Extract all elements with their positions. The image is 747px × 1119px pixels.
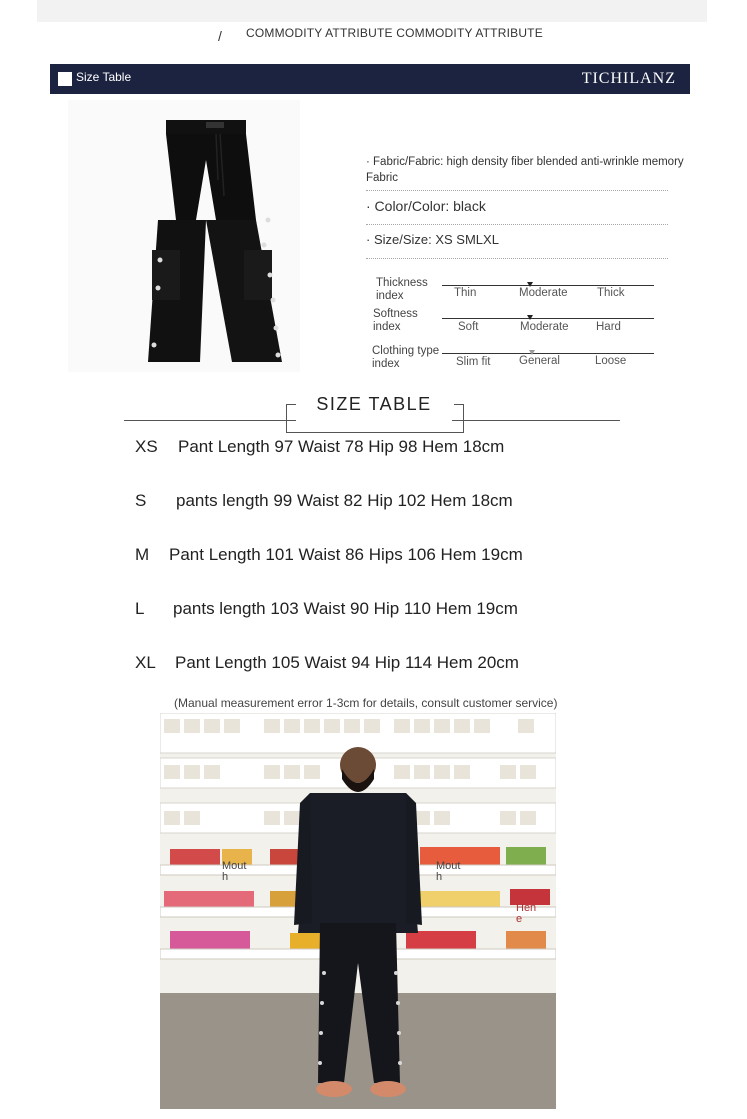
softness-scale bbox=[442, 318, 654, 319]
size-measurements: pants length 99 Waist 82 Hip 102 Hem 18cm bbox=[176, 491, 513, 510]
softness-option: Hard bbox=[596, 321, 621, 333]
softness-option: Soft bbox=[458, 321, 479, 333]
cargo-pants-image bbox=[68, 100, 300, 372]
shelf-label: Mout h bbox=[222, 860, 247, 883]
fabric-attribute: · Fabric/Fabric: high density fiber blended anti-wrinkle memory Fabric bbox=[366, 156, 684, 184]
size-measurements: Pant Length 97 Waist 78 Hip 98 Hem 18cm bbox=[178, 437, 505, 456]
size-row-m bbox=[0, 545, 747, 567]
slash-mark: / bbox=[218, 28, 222, 44]
shelf-label: Mout h bbox=[436, 860, 461, 883]
size-table-label: Size Table bbox=[76, 70, 132, 84]
size-row-l bbox=[0, 599, 747, 621]
commodity-attribute-header bbox=[0, 26, 747, 46]
size-code: XS bbox=[135, 437, 158, 456]
clothing-type-scale bbox=[442, 353, 654, 354]
size-table-rule-left bbox=[124, 420, 296, 421]
size-row-s bbox=[0, 491, 747, 513]
divider bbox=[366, 224, 668, 225]
color-attribute: · Color/Color: black bbox=[366, 198, 486, 214]
clothing-type-option: General bbox=[519, 355, 560, 367]
size-code: L bbox=[135, 599, 145, 618]
size-row-xs bbox=[0, 437, 747, 459]
top-strip bbox=[37, 0, 707, 22]
size-code: M bbox=[135, 545, 150, 564]
thickness-option: Thick bbox=[597, 287, 625, 299]
size-table-rule-right bbox=[452, 420, 620, 421]
thickness-option: Thin bbox=[454, 287, 477, 299]
softness-option: Moderate bbox=[520, 321, 569, 333]
clothing-type-option: Loose bbox=[595, 355, 627, 367]
shelf-label: Hen e bbox=[516, 902, 537, 925]
size-measurements: Pant Length 101 Waist 86 Hips 106 Hem 19cm bbox=[169, 545, 523, 564]
thickness-option: Moderate bbox=[519, 287, 568, 299]
measurement-note: (Manual measurement error 1-3cm for details, consult customer service) bbox=[174, 696, 558, 710]
divider bbox=[366, 258, 668, 259]
size-code: XL bbox=[135, 653, 156, 672]
size-table-banner bbox=[50, 64, 690, 94]
divider bbox=[366, 190, 668, 191]
size-code: S bbox=[135, 491, 147, 510]
thickness-scale bbox=[442, 285, 654, 286]
clothing-type-index-label: Clothing type index bbox=[372, 345, 440, 370]
commodity-attribute-title: COMMODITY ATTRIBUTE COMMODITY ATTRIBUTE bbox=[246, 26, 543, 40]
size-measurements: Pant Length 105 Waist 94 Hip 114 Hem 20cm bbox=[175, 653, 519, 672]
size-measurements: pants length 103 Waist 90 Hip 110 Hem 19cm bbox=[173, 599, 518, 618]
size-attribute: · Size/Size: XS SMLXL bbox=[366, 232, 499, 247]
brand-name: TICHILANZ bbox=[581, 70, 676, 87]
model-photo bbox=[160, 713, 556, 1109]
size-row-xl bbox=[0, 653, 747, 675]
square-icon bbox=[58, 72, 72, 86]
size-table-title: SIZE TABLE bbox=[300, 394, 448, 415]
thickness-index-label: Thickness index bbox=[376, 277, 428, 302]
softness-marker bbox=[527, 315, 533, 320]
clothing-type-option: Slim fit bbox=[456, 356, 491, 368]
softness-index-label: Softness index bbox=[373, 308, 418, 333]
